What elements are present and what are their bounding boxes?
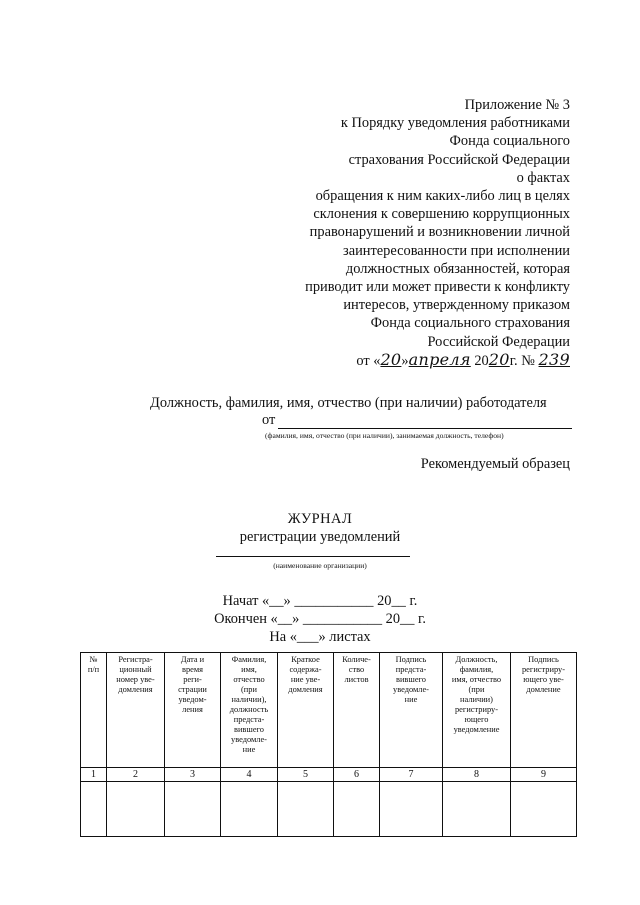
appendix-block bbox=[270, 96, 570, 370]
table-number-row bbox=[81, 768, 577, 782]
appendix-line: обращения к ним каких-либо лиц в целях bbox=[315, 188, 570, 205]
table-cell[interactable] bbox=[511, 782, 577, 837]
registration-table bbox=[80, 652, 577, 837]
appendix-line: Приложение № 3 bbox=[464, 97, 570, 113]
header-cell: Регистра- ционный номер уве- домления bbox=[107, 653, 165, 768]
appendix-line: страхования Российской Федерации bbox=[348, 151, 570, 168]
appendix-line: Фонда социального bbox=[449, 133, 570, 150]
header-cell: Краткое содержа- ние уве- домления bbox=[278, 653, 334, 768]
column-number: 6 bbox=[334, 768, 380, 782]
appendix-line: Фонда социального страхования bbox=[370, 315, 570, 332]
handwritten-month: апреля bbox=[408, 349, 471, 369]
column-number: 7 bbox=[380, 768, 443, 782]
header-cell: Дата и время реги- страции уведом- ления bbox=[165, 653, 221, 768]
column-number: 9 bbox=[511, 768, 577, 782]
date-year-suffix: г. № bbox=[509, 352, 539, 369]
journal-heading bbox=[0, 510, 640, 546]
org-name-underline bbox=[216, 556, 410, 557]
appendix-line: правонарушений и возникновении личной bbox=[309, 224, 570, 241]
header-cell: Подпись предста- вившего уведомле- ние bbox=[380, 653, 443, 768]
employer-line: Должность, фамилия, имя, отчество (при наличии) работодателя bbox=[150, 395, 547, 411]
journal-title: ЖУРНАЛ bbox=[287, 511, 353, 527]
table-cell[interactable] bbox=[443, 782, 511, 837]
header-cell: Количе- ство листов bbox=[334, 653, 380, 768]
handwritten-year: 20 bbox=[488, 349, 510, 369]
table-cell[interactable] bbox=[380, 782, 443, 837]
appendix-line: склонения к совершению коррупционных bbox=[313, 206, 570, 223]
table-cell[interactable] bbox=[278, 782, 334, 837]
column-number: 1 bbox=[81, 768, 107, 782]
table-cell[interactable] bbox=[107, 782, 165, 837]
table-header-row bbox=[81, 653, 577, 768]
appendix-line: о фактах bbox=[516, 169, 570, 186]
sheets-line: На «___» листах bbox=[269, 629, 371, 645]
header-cell: Фамилия, имя, отчество (при наличии), должность предста- вившего уведомле- ние bbox=[221, 653, 278, 768]
org-caption: (наименование организации) bbox=[273, 561, 367, 570]
appendix-line: к Порядку уведомления работниками bbox=[340, 115, 570, 132]
appendix-line: интересов, утвержденному приказом bbox=[343, 297, 570, 314]
handwritten-order-number: 239 bbox=[538, 349, 570, 369]
appendix-line: Российской Федерации bbox=[427, 333, 570, 350]
table-cell[interactable] bbox=[334, 782, 380, 837]
date-mid: » bbox=[401, 352, 409, 369]
header-cell: Должность, фамилия, имя, отчество (при наличии) регистриру- ющего уведомление bbox=[443, 653, 511, 768]
table-cell[interactable] bbox=[81, 782, 107, 837]
appendix-line: приводит или может привести к конфликту bbox=[305, 279, 570, 296]
journal-subtitle: регистрации уведомлений bbox=[239, 529, 401, 545]
handwritten-day: 20 bbox=[380, 349, 402, 369]
appendix-line: должностных обязанностей, которая bbox=[345, 260, 570, 277]
from-field bbox=[262, 412, 572, 429]
finished-line: Окончен «__» ___________ 20__ г. bbox=[214, 611, 426, 627]
journal-meta bbox=[0, 592, 640, 646]
header-cell: № п/п bbox=[81, 653, 107, 768]
column-number: 4 bbox=[221, 768, 278, 782]
table-cell[interactable] bbox=[165, 782, 221, 837]
from-underline bbox=[278, 414, 572, 429]
date-year-prefix: 20 bbox=[470, 352, 489, 369]
recommended-sample: Рекомендуемый образец bbox=[420, 456, 570, 472]
appendix-line: заинтересованности при исполнении bbox=[343, 242, 570, 259]
from-label: от bbox=[262, 412, 276, 428]
from-caption: (фамилия, имя, отчество (при наличии), занимаемая должность, телефон) bbox=[265, 431, 504, 440]
started-line: Начат «__» ___________ 20__ г. bbox=[222, 593, 418, 609]
column-number: 3 bbox=[165, 768, 221, 782]
table-cell[interactable] bbox=[221, 782, 278, 837]
column-number: 5 bbox=[278, 768, 334, 782]
table-row bbox=[81, 782, 577, 837]
date-prefix: от « bbox=[356, 352, 381, 369]
order-date-line bbox=[270, 351, 570, 370]
column-number: 8 bbox=[443, 768, 511, 782]
column-number: 2 bbox=[107, 768, 165, 782]
header-cell: Подпись регистриру- ющего уве- домление bbox=[511, 653, 577, 768]
